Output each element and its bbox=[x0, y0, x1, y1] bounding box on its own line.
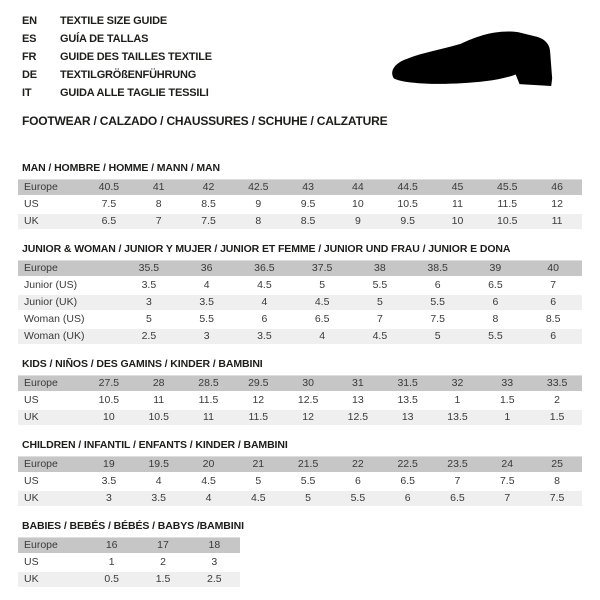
size-cell: 6 bbox=[524, 295, 582, 312]
size-cell: 33 bbox=[482, 376, 532, 393]
size-cell: 10.5 bbox=[84, 393, 134, 410]
row-label: UK bbox=[18, 572, 86, 589]
size-cell: 42 bbox=[184, 180, 234, 197]
size-cell: 12 bbox=[283, 410, 333, 427]
table-row bbox=[18, 393, 582, 410]
row-label: UK bbox=[18, 491, 84, 508]
size-cell: 7.5 bbox=[184, 214, 234, 231]
size-cell: 7 bbox=[351, 312, 409, 329]
size-cell: 4 bbox=[184, 491, 234, 508]
size-cell: 3.5 bbox=[236, 329, 294, 346]
size-cell: 10 bbox=[433, 214, 483, 231]
size-cell: 19.5 bbox=[134, 457, 184, 474]
size-cell: 1 bbox=[86, 555, 137, 572]
size-cell: 21.5 bbox=[283, 457, 333, 474]
row-label: Europe bbox=[18, 376, 84, 393]
size-cell: 3 bbox=[178, 329, 236, 346]
size-cell: 37.5 bbox=[293, 261, 351, 278]
table-row bbox=[18, 474, 582, 491]
table-row bbox=[18, 329, 582, 346]
size-cell: 13 bbox=[333, 393, 383, 410]
size-cell: 3 bbox=[189, 555, 240, 572]
size-cell: 8.5 bbox=[524, 312, 582, 329]
size-cell: 5.5 bbox=[333, 491, 383, 508]
size-cell: 7 bbox=[433, 474, 483, 491]
size-cell: 5 bbox=[351, 295, 409, 312]
size-cell: 6.5 bbox=[433, 491, 483, 508]
language-code: ES bbox=[22, 33, 37, 45]
size-table-section bbox=[18, 520, 582, 589]
size-cell: 6.5 bbox=[467, 278, 525, 295]
size-cell: 7 bbox=[134, 214, 184, 231]
size-cell: 13.5 bbox=[383, 393, 433, 410]
size-cell: 38.5 bbox=[409, 261, 467, 278]
size-cell: 12.5 bbox=[333, 410, 383, 427]
table-title: CHILDREN / INFANTIL / ENFANTS / KINDER / BAMBINI bbox=[22, 439, 288, 451]
size-cell: 31.5 bbox=[383, 376, 433, 393]
size-cell: 28.5 bbox=[184, 376, 234, 393]
size-cell: 7 bbox=[482, 491, 532, 508]
size-cell: 7.5 bbox=[532, 491, 582, 508]
size-cell: 9 bbox=[333, 214, 383, 231]
size-cell: 12.5 bbox=[283, 393, 333, 410]
size-table bbox=[18, 179, 582, 231]
size-cell: 5 bbox=[293, 278, 351, 295]
size-cell: 6 bbox=[409, 278, 467, 295]
language-label: GUÍA DE TALLAS bbox=[60, 33, 149, 45]
size-cell: 17 bbox=[137, 538, 188, 555]
language-code: IT bbox=[22, 87, 32, 99]
size-cell: 6.5 bbox=[293, 312, 351, 329]
size-cell: 0.5 bbox=[86, 572, 137, 589]
size-table bbox=[18, 260, 582, 346]
category-line: FOOTWEAR / CALZADO / CHAUSSURES / SCHUHE / CALZATURE bbox=[22, 114, 388, 128]
size-cell: 9.5 bbox=[283, 197, 333, 214]
size-cell: 5 bbox=[283, 491, 333, 508]
table-row bbox=[18, 295, 582, 312]
size-cell: 13 bbox=[383, 410, 433, 427]
size-cell: 4 bbox=[178, 278, 236, 295]
size-cell: 45 bbox=[433, 180, 483, 197]
header bbox=[0, 0, 600, 128]
size-cell: 5 bbox=[233, 474, 283, 491]
size-cell: 4.5 bbox=[293, 295, 351, 312]
language-label: GUIDA ALLE TAGLIE TESSILI bbox=[60, 87, 209, 99]
size-cell: 11 bbox=[433, 197, 483, 214]
size-cell: 11 bbox=[134, 393, 184, 410]
size-cell: 33.5 bbox=[532, 376, 582, 393]
size-cell: 22 bbox=[333, 457, 383, 474]
size-cell: 4.5 bbox=[351, 329, 409, 346]
language-code: FR bbox=[22, 51, 37, 63]
size-cell: 8 bbox=[233, 214, 283, 231]
size-cell: 40 bbox=[524, 261, 582, 278]
size-cell: 1.5 bbox=[482, 393, 532, 410]
size-cell: 22.5 bbox=[383, 457, 433, 474]
size-table-section bbox=[18, 243, 582, 346]
size-cell: 41 bbox=[134, 180, 184, 197]
size-cell: 1.5 bbox=[532, 410, 582, 427]
size-cell: 35.5 bbox=[120, 261, 178, 278]
table-title: KIDS / NIÑOS / DES GAMINS / KINDER / BAMBINI bbox=[22, 358, 263, 370]
dress-shoe-icon bbox=[388, 22, 580, 102]
row-label: Europe bbox=[18, 261, 120, 278]
size-cell: 19 bbox=[84, 457, 134, 474]
size-cell: 31 bbox=[333, 376, 383, 393]
size-cell: 2 bbox=[532, 393, 582, 410]
size-table bbox=[18, 456, 582, 508]
size-cell: 7 bbox=[524, 278, 582, 295]
size-cell: 4 bbox=[134, 474, 184, 491]
size-cell: 11.5 bbox=[482, 197, 532, 214]
size-cell: 27.5 bbox=[84, 376, 134, 393]
size-cell: 6 bbox=[467, 295, 525, 312]
row-label: US bbox=[18, 197, 84, 214]
table-row bbox=[18, 197, 582, 214]
size-cell: 2.5 bbox=[189, 572, 240, 589]
size-cell: 9.5 bbox=[383, 214, 433, 231]
size-cell: 1 bbox=[433, 393, 483, 410]
size-cell: 36 bbox=[178, 261, 236, 278]
size-table-section bbox=[18, 439, 582, 508]
size-cell: 20 bbox=[184, 457, 234, 474]
size-cell: 43 bbox=[283, 180, 333, 197]
size-cell: 3.5 bbox=[120, 278, 178, 295]
size-cell: 5.5 bbox=[409, 295, 467, 312]
table-row bbox=[18, 261, 582, 278]
size-cell: 2 bbox=[137, 555, 188, 572]
size-cell: 40.5 bbox=[84, 180, 134, 197]
table-row bbox=[18, 555, 240, 572]
size-cell: 46 bbox=[532, 180, 582, 197]
size-cell: 18 bbox=[189, 538, 240, 555]
size-cell: 21 bbox=[233, 457, 283, 474]
row-label: Europe bbox=[18, 180, 84, 197]
size-cell: 10 bbox=[84, 410, 134, 427]
table-row bbox=[18, 572, 240, 589]
table-row bbox=[18, 278, 582, 295]
size-cell: 24 bbox=[482, 457, 532, 474]
size-table bbox=[18, 537, 240, 589]
size-cell: 4.5 bbox=[184, 474, 234, 491]
size-cell: 11.5 bbox=[184, 393, 234, 410]
row-label: Junior (US) bbox=[18, 278, 120, 295]
size-cell: 8 bbox=[467, 312, 525, 329]
size-cell: 11 bbox=[184, 410, 234, 427]
size-cell: 10.5 bbox=[383, 197, 433, 214]
size-cell: 3 bbox=[84, 491, 134, 508]
size-cell: 3.5 bbox=[84, 474, 134, 491]
size-cell: 3.5 bbox=[134, 491, 184, 508]
size-cell: 4.5 bbox=[236, 278, 294, 295]
row-label: Junior (UK) bbox=[18, 295, 120, 312]
row-label: Woman (UK) bbox=[18, 329, 120, 346]
row-label: Europe bbox=[18, 457, 84, 474]
size-cell: 44 bbox=[333, 180, 383, 197]
table-row bbox=[18, 410, 582, 427]
size-cell: 5.5 bbox=[351, 278, 409, 295]
table-title: MAN / HOMBRE / HOMME / MANN / MAN bbox=[22, 162, 220, 174]
size-cell: 29.5 bbox=[233, 376, 283, 393]
size-cell: 7.5 bbox=[84, 197, 134, 214]
table-title: BABIES / BEBÉS / BÉBÉS / BABYS /BAMBINI bbox=[22, 520, 244, 532]
size-cell: 10.5 bbox=[134, 410, 184, 427]
size-cell: 9 bbox=[233, 197, 283, 214]
size-cell: 12 bbox=[532, 197, 582, 214]
size-cell: 8 bbox=[532, 474, 582, 491]
table-row bbox=[18, 491, 582, 508]
size-table-section bbox=[18, 162, 582, 231]
language-label: TEXTILGRÖßENFÜHRUNG bbox=[60, 69, 197, 81]
size-cell: 6 bbox=[383, 491, 433, 508]
language-code: DE bbox=[22, 69, 37, 81]
table-row bbox=[18, 312, 582, 329]
size-cell: 1.5 bbox=[137, 572, 188, 589]
size-cell: 38 bbox=[351, 261, 409, 278]
size-cell: 25 bbox=[532, 457, 582, 474]
row-label: Woman (US) bbox=[18, 312, 120, 329]
size-cell: 12 bbox=[233, 393, 283, 410]
size-cell: 7.5 bbox=[482, 474, 532, 491]
size-cell: 11 bbox=[532, 214, 582, 231]
size-cell: 36.5 bbox=[236, 261, 294, 278]
size-cell: 1 bbox=[482, 410, 532, 427]
size-cell: 44.5 bbox=[383, 180, 433, 197]
size-cell: 3.5 bbox=[178, 295, 236, 312]
size-cell: 32 bbox=[433, 376, 483, 393]
language-label: GUIDE DES TAILLES TEXTILE bbox=[60, 51, 212, 63]
row-label: US bbox=[18, 555, 86, 572]
size-cell: 4.5 bbox=[233, 491, 283, 508]
size-table bbox=[18, 375, 582, 427]
row-label: Europe bbox=[18, 538, 86, 555]
size-cell: 5 bbox=[409, 329, 467, 346]
language-label: TEXTILE SIZE GUIDE bbox=[60, 15, 168, 27]
table-row bbox=[18, 538, 240, 555]
language-code: EN bbox=[22, 15, 37, 27]
table-row bbox=[18, 214, 582, 231]
size-cell: 23.5 bbox=[433, 457, 483, 474]
size-cell: 2.5 bbox=[120, 329, 178, 346]
size-cell: 3 bbox=[120, 295, 178, 312]
row-label: UK bbox=[18, 410, 84, 427]
table-row bbox=[18, 376, 582, 393]
table-row bbox=[18, 457, 582, 474]
row-label: US bbox=[18, 393, 84, 410]
size-cell: 45.5 bbox=[482, 180, 532, 197]
size-cell: 10 bbox=[333, 197, 383, 214]
size-cell: 5.5 bbox=[283, 474, 333, 491]
size-cell: 6 bbox=[333, 474, 383, 491]
size-cell: 6.5 bbox=[383, 474, 433, 491]
row-label: US bbox=[18, 474, 84, 491]
size-tables bbox=[18, 162, 582, 589]
size-cell: 4 bbox=[236, 295, 294, 312]
size-cell: 5.5 bbox=[467, 329, 525, 346]
table-row bbox=[18, 180, 582, 197]
size-cell: 8 bbox=[134, 197, 184, 214]
size-cell: 13.5 bbox=[433, 410, 483, 427]
size-cell: 30 bbox=[283, 376, 333, 393]
size-cell: 7.5 bbox=[409, 312, 467, 329]
size-cell: 28 bbox=[134, 376, 184, 393]
size-cell: 10.5 bbox=[482, 214, 532, 231]
table-title: JUNIOR & WOMAN / JUNIOR Y MUJER / JUNIOR ET FEMME / JUNIOR UND FRAU / JUNIOR E DONA bbox=[22, 243, 511, 255]
size-cell: 6.5 bbox=[84, 214, 134, 231]
size-cell: 8.5 bbox=[283, 214, 333, 231]
size-cell: 39 bbox=[467, 261, 525, 278]
size-cell: 6 bbox=[524, 329, 582, 346]
size-cell: 11.5 bbox=[233, 410, 283, 427]
size-table-section bbox=[18, 358, 582, 427]
row-label: UK bbox=[18, 214, 84, 231]
size-cell: 5 bbox=[120, 312, 178, 329]
size-cell: 4 bbox=[293, 329, 351, 346]
size-cell: 5.5 bbox=[178, 312, 236, 329]
size-cell: 42.5 bbox=[233, 180, 283, 197]
size-cell: 16 bbox=[86, 538, 137, 555]
size-cell: 8.5 bbox=[184, 197, 234, 214]
size-cell: 6 bbox=[236, 312, 294, 329]
